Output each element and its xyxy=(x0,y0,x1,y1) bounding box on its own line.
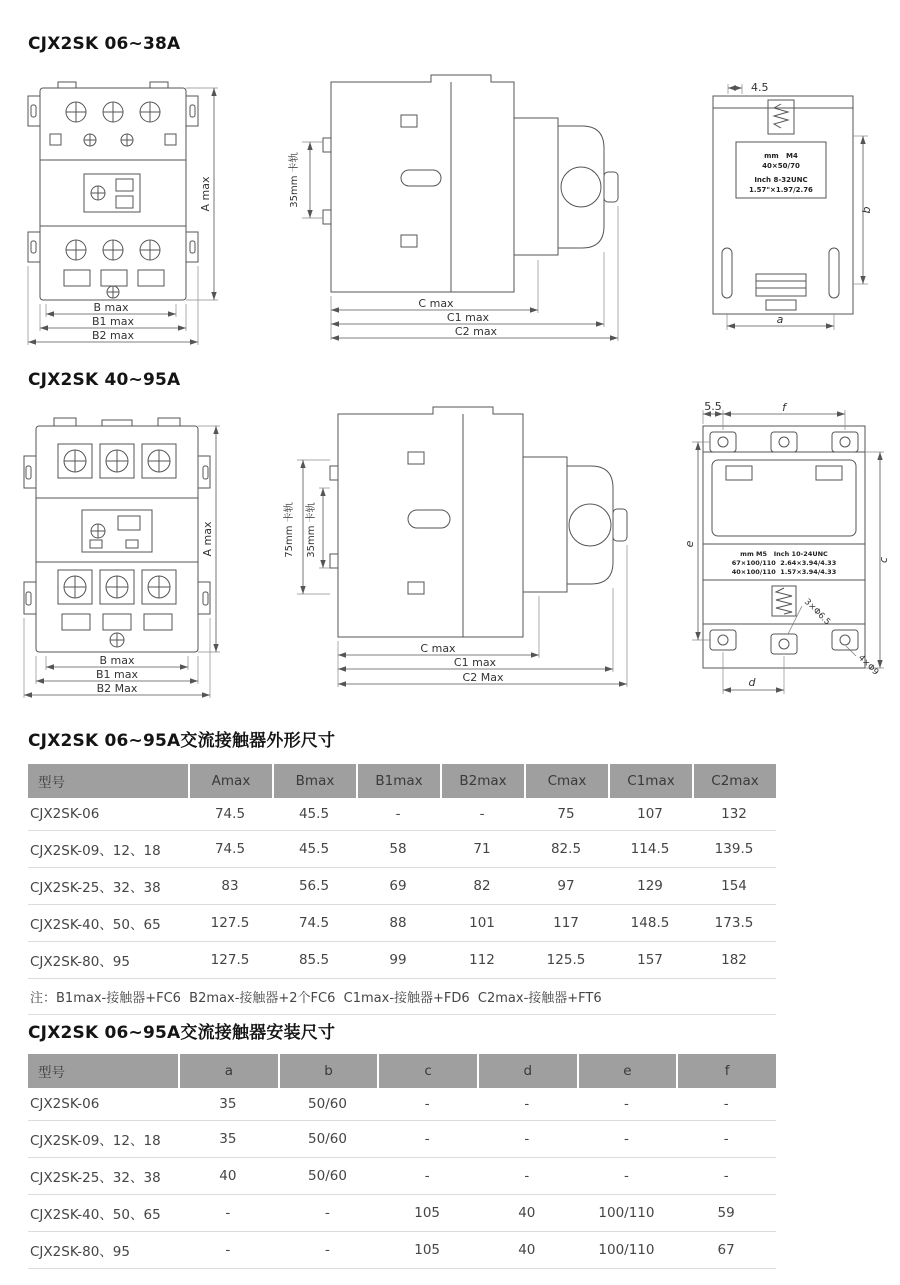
section-title-small-range: CJX2SK 06~38A xyxy=(28,34,181,54)
model-cell: CJX2SK-80、95 xyxy=(28,1232,178,1269)
drawing-mount-view-large xyxy=(683,400,893,704)
header-row xyxy=(28,1054,776,1088)
value-cell: 154 xyxy=(692,868,776,905)
value-cell: 50/60 xyxy=(278,1088,378,1121)
spec-text xyxy=(749,152,813,194)
value-cell: - xyxy=(377,1158,477,1195)
value-cell: - xyxy=(178,1195,278,1232)
value-cell: 45.5 xyxy=(272,798,356,831)
mounting-dimensions-table-wrap xyxy=(28,1054,776,1269)
value-cell: - xyxy=(577,1088,677,1121)
spec-size-1: 67×100/110 2.64×3.94/4.33 xyxy=(731,559,837,567)
terminal-screw xyxy=(66,240,86,260)
drawing-mount-view-small xyxy=(708,78,873,336)
column-header: b xyxy=(278,1054,378,1088)
value-cell: - xyxy=(577,1121,677,1158)
table-row xyxy=(28,942,776,979)
table-note: 注：B1max-接触器+FC6 B2max-接触器+2个FC6 C1max-接触器+FD6 C2max-接触器+FT6 xyxy=(28,979,776,1015)
value-cell: 125.5 xyxy=(524,942,608,979)
value-cell: - xyxy=(477,1121,577,1158)
column-header: d xyxy=(477,1054,577,1088)
dim-label-c1-max: C1 max xyxy=(453,656,497,669)
value-cell: 35 xyxy=(178,1088,278,1121)
section-title-large-range: CJX2SK 40~95A xyxy=(28,370,181,390)
spec-text xyxy=(732,550,836,576)
model-cell: CJX2SK-06 xyxy=(28,798,188,831)
dim-label-c: c xyxy=(877,556,890,564)
center-screw xyxy=(91,186,105,200)
value-cell: 50/60 xyxy=(278,1121,378,1158)
dim-label-d: d xyxy=(748,676,756,689)
column-header: B1max xyxy=(356,764,440,798)
value-cell: - xyxy=(377,1121,477,1158)
dim-label-b2-max: B2 max xyxy=(91,329,135,342)
table-row xyxy=(28,831,776,868)
model-cell: CJX2SK-25、32、38 xyxy=(28,1158,178,1195)
dim-label-a-max: A max xyxy=(201,521,214,557)
column-header: e xyxy=(577,1054,677,1088)
model-cell: CJX2SK-40、50、65 xyxy=(28,1195,178,1232)
value-cell: 105 xyxy=(377,1195,477,1232)
dim-label-c2-max: C2 max xyxy=(454,325,498,338)
value-cell: 74.5 xyxy=(188,831,272,868)
spec-inch-thread: Inch 8-32UNC xyxy=(754,176,808,184)
column-header: C2max xyxy=(692,764,776,798)
aux-screw xyxy=(84,134,96,146)
dim-label-din-rail-35: 35mm 卡轨 xyxy=(289,152,300,208)
value-cell: - xyxy=(278,1232,378,1269)
model-cell: CJX2SK-09、12、18 xyxy=(28,831,188,868)
bottom-screw xyxy=(107,286,119,298)
value-cell: - xyxy=(676,1088,776,1121)
column-header: c xyxy=(377,1054,477,1088)
value-cell: 82 xyxy=(440,868,524,905)
value-cell: 127.5 xyxy=(188,942,272,979)
contactor-front-outline xyxy=(24,418,210,652)
outline-dimensions-table-wrap xyxy=(28,764,776,1015)
value-cell: 129 xyxy=(608,868,692,905)
value-cell: - xyxy=(676,1121,776,1158)
dim-label-c-max: C max xyxy=(420,642,456,655)
callout-4-holes: 4×Φ9 xyxy=(855,653,881,678)
column-header: Cmax xyxy=(524,764,608,798)
model-cell: CJX2SK-25、32、38 xyxy=(28,868,188,905)
model-cell: CJX2SK-09、12、18 xyxy=(28,1121,178,1158)
drawing-front-view-large xyxy=(24,404,234,704)
drawing-side-view-small xyxy=(286,70,641,342)
value-cell: 117 xyxy=(524,905,608,942)
value-cell: 114.5 xyxy=(608,831,692,868)
mount-outline xyxy=(713,96,853,314)
center-screw xyxy=(91,524,105,538)
value-cell: - xyxy=(440,798,524,831)
spec-metric-thread: mm M4 xyxy=(764,152,798,160)
value-cell: 40 xyxy=(477,1232,577,1269)
table-row xyxy=(28,798,776,831)
spec-size-2: 40×100/110 1.57×3.94/4.33 xyxy=(731,568,837,576)
value-cell: 173.5 xyxy=(692,905,776,942)
table-row xyxy=(28,1232,776,1269)
column-header: Bmax xyxy=(272,764,356,798)
section-title-outline-dimensions: CJX2SK 06~95A交流接触器外形尺寸 xyxy=(28,731,336,751)
value-cell: 112 xyxy=(440,942,524,979)
terminal-screw xyxy=(64,450,86,472)
column-header: a xyxy=(178,1054,278,1088)
drawing-side-view-large xyxy=(283,402,653,702)
drawing-front-view-small xyxy=(26,74,231,349)
aux-screw xyxy=(121,134,133,146)
dim-label-a-max: A max xyxy=(199,176,212,212)
model-cell: CJX2SK-40、50、65 xyxy=(28,905,188,942)
value-cell: 100/110 xyxy=(577,1232,677,1269)
value-cell: - xyxy=(477,1088,577,1121)
value-cell: - xyxy=(577,1158,677,1195)
terminal-screw xyxy=(66,102,86,122)
value-cell: 132 xyxy=(692,798,776,831)
dim-label-e: e xyxy=(683,540,696,548)
dim-label-din-rail-35: 35mm 卡轨 xyxy=(306,502,317,558)
dim-label-c1-max: C1 max xyxy=(446,311,490,324)
value-cell: 157 xyxy=(608,942,692,979)
value-cell: 56.5 xyxy=(272,868,356,905)
header-row xyxy=(28,764,776,798)
column-header: Amax xyxy=(188,764,272,798)
section-title-mounting-dimensions: CJX2SK 06~95A交流接触器安装尺寸 xyxy=(28,1023,336,1043)
dim-label-c-max: C max xyxy=(418,297,454,310)
value-cell: - xyxy=(377,1088,477,1121)
table-row xyxy=(28,1121,776,1158)
value-cell: 74.5 xyxy=(272,905,356,942)
value-cell: 139.5 xyxy=(692,831,776,868)
dim-label-a: a xyxy=(776,313,784,326)
column-header: 型号 xyxy=(28,1054,178,1088)
model-cell: CJX2SK-80、95 xyxy=(28,942,188,979)
value-cell: - xyxy=(356,798,440,831)
dimensions xyxy=(28,88,218,345)
dim-label-f: f xyxy=(782,401,786,414)
value-cell: 59 xyxy=(676,1195,776,1232)
value-cell: 67 xyxy=(676,1232,776,1269)
value-cell: 182 xyxy=(692,942,776,979)
value-cell: 97 xyxy=(524,868,608,905)
terminal-screw xyxy=(140,240,160,260)
value-cell: 75 xyxy=(524,798,608,831)
dimensions xyxy=(282,460,627,687)
value-cell: - xyxy=(676,1158,776,1195)
bottom-screw xyxy=(110,633,124,647)
value-cell: 45.5 xyxy=(272,831,356,868)
value-cell: 83 xyxy=(188,868,272,905)
contactor-side-outline xyxy=(323,75,618,292)
table-row xyxy=(28,1158,776,1195)
value-cell: 127.5 xyxy=(188,905,272,942)
value-cell: 148.5 xyxy=(608,905,692,942)
value-cell: - xyxy=(178,1232,278,1269)
dim-label-b2-max: B2 Max xyxy=(96,682,138,695)
value-cell: 85.5 xyxy=(272,942,356,979)
dim-label-b-max: B max xyxy=(93,301,129,314)
value-cell: 74.5 xyxy=(188,798,272,831)
dim-label-c2-max: C2 Max xyxy=(462,671,504,684)
value-cell: 71 xyxy=(440,831,524,868)
value-cell: 100/110 xyxy=(577,1195,677,1232)
column-header: f xyxy=(676,1054,776,1088)
dimensions xyxy=(727,81,873,330)
value-cell: - xyxy=(477,1158,577,1195)
contactor-front-outline xyxy=(28,82,198,300)
column-header: 型号 xyxy=(28,764,188,798)
value-cell: 58 xyxy=(356,831,440,868)
value-cell: 88 xyxy=(356,905,440,942)
value-cell: 50/60 xyxy=(278,1158,378,1195)
terminal-screw xyxy=(106,450,128,472)
value-cell: 82.5 xyxy=(524,831,608,868)
value-cell: 40 xyxy=(178,1158,278,1195)
column-header: B2max xyxy=(440,764,524,798)
table-row xyxy=(28,1195,776,1232)
value-cell: - xyxy=(278,1195,378,1232)
terminal-screw xyxy=(106,576,128,598)
table-row xyxy=(28,905,776,942)
dim-label-b-max: B max xyxy=(99,654,135,667)
mounting-dimensions-table xyxy=(28,1054,776,1269)
terminal-screw xyxy=(64,576,86,598)
spec-metric-size: 40×50/70 xyxy=(762,162,800,170)
terminal-screw xyxy=(148,576,170,598)
outline-dimensions-table xyxy=(28,764,776,1015)
terminal-screw xyxy=(103,240,123,260)
terminal-screw xyxy=(103,102,123,122)
dim-label-b1-max: B1 max xyxy=(95,668,139,681)
dim-label-b1-max: B1 max xyxy=(91,315,135,328)
terminal-screw xyxy=(140,102,160,122)
value-cell: 35 xyxy=(178,1121,278,1158)
value-cell: 101 xyxy=(440,905,524,942)
spec-inch-size: 1.57"×1.97/2.76 xyxy=(749,186,813,194)
table-row xyxy=(28,868,776,905)
spec-thread: mm M5 Inch 10-24UNC xyxy=(740,550,828,558)
value-cell: 105 xyxy=(377,1232,477,1269)
table-row xyxy=(28,1088,776,1121)
mount-outline xyxy=(703,426,865,668)
dim-label-b: b xyxy=(860,206,873,214)
terminal-screw xyxy=(148,450,170,472)
contactor-side-outline xyxy=(330,407,627,637)
callout-3-holes: 3×Φ6.5 xyxy=(801,597,833,628)
note-row xyxy=(28,979,776,1015)
dim-label-din-rail-75: 75mm 卡轨 xyxy=(284,502,295,558)
value-cell: 107 xyxy=(608,798,692,831)
column-header: C1max xyxy=(608,764,692,798)
value-cell: 40 xyxy=(477,1195,577,1232)
value-cell: 69 xyxy=(356,868,440,905)
model-cell: CJX2SK-06 xyxy=(28,1088,178,1121)
dim-label-5-5: 5.5 xyxy=(704,400,722,413)
value-cell: 99 xyxy=(356,942,440,979)
dim-label-4-5: 4.5 xyxy=(751,81,769,94)
